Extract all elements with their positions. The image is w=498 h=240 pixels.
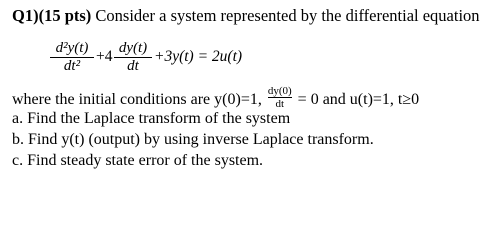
equation-remainder: +3y(t) = 2u(t): [154, 48, 243, 65]
question-number: Q1)(15 pts): [12, 6, 92, 25]
first-derivative-denominator: dt: [114, 57, 152, 75]
initial-derivative-denominator: dt: [268, 97, 292, 110]
question-intro: Consider a system represented by the differential equation: [91, 6, 480, 25]
second-derivative-denominator: dt²: [50, 57, 94, 75]
conditions-text-2: = 0 and u(t)=1, t≥0: [293, 91, 420, 109]
coefficient-four: +4: [96, 48, 113, 65]
second-derivative-fraction: [50, 40, 94, 75]
initial-derivative-numerator: dy(0): [267, 85, 292, 97]
conditions-text-1: where the initial conditions are y(0)=1,: [12, 91, 266, 109]
question-title: [12, 6, 480, 26]
first-derivative-fraction: [114, 40, 152, 75]
question-b: b. Find y(t) (output) by using inverse Laplace transform.: [12, 131, 374, 148]
second-derivative-numerator: d²y(t): [55, 40, 89, 56]
question-c: c. Find steady state error of the system.: [12, 152, 264, 169]
initial-derivative-fraction: [268, 85, 292, 110]
first-derivative-numerator: dy(t): [118, 40, 148, 56]
differential-equation: [50, 40, 350, 82]
question-a: a. Find the Laplace transform of the system: [12, 110, 291, 127]
